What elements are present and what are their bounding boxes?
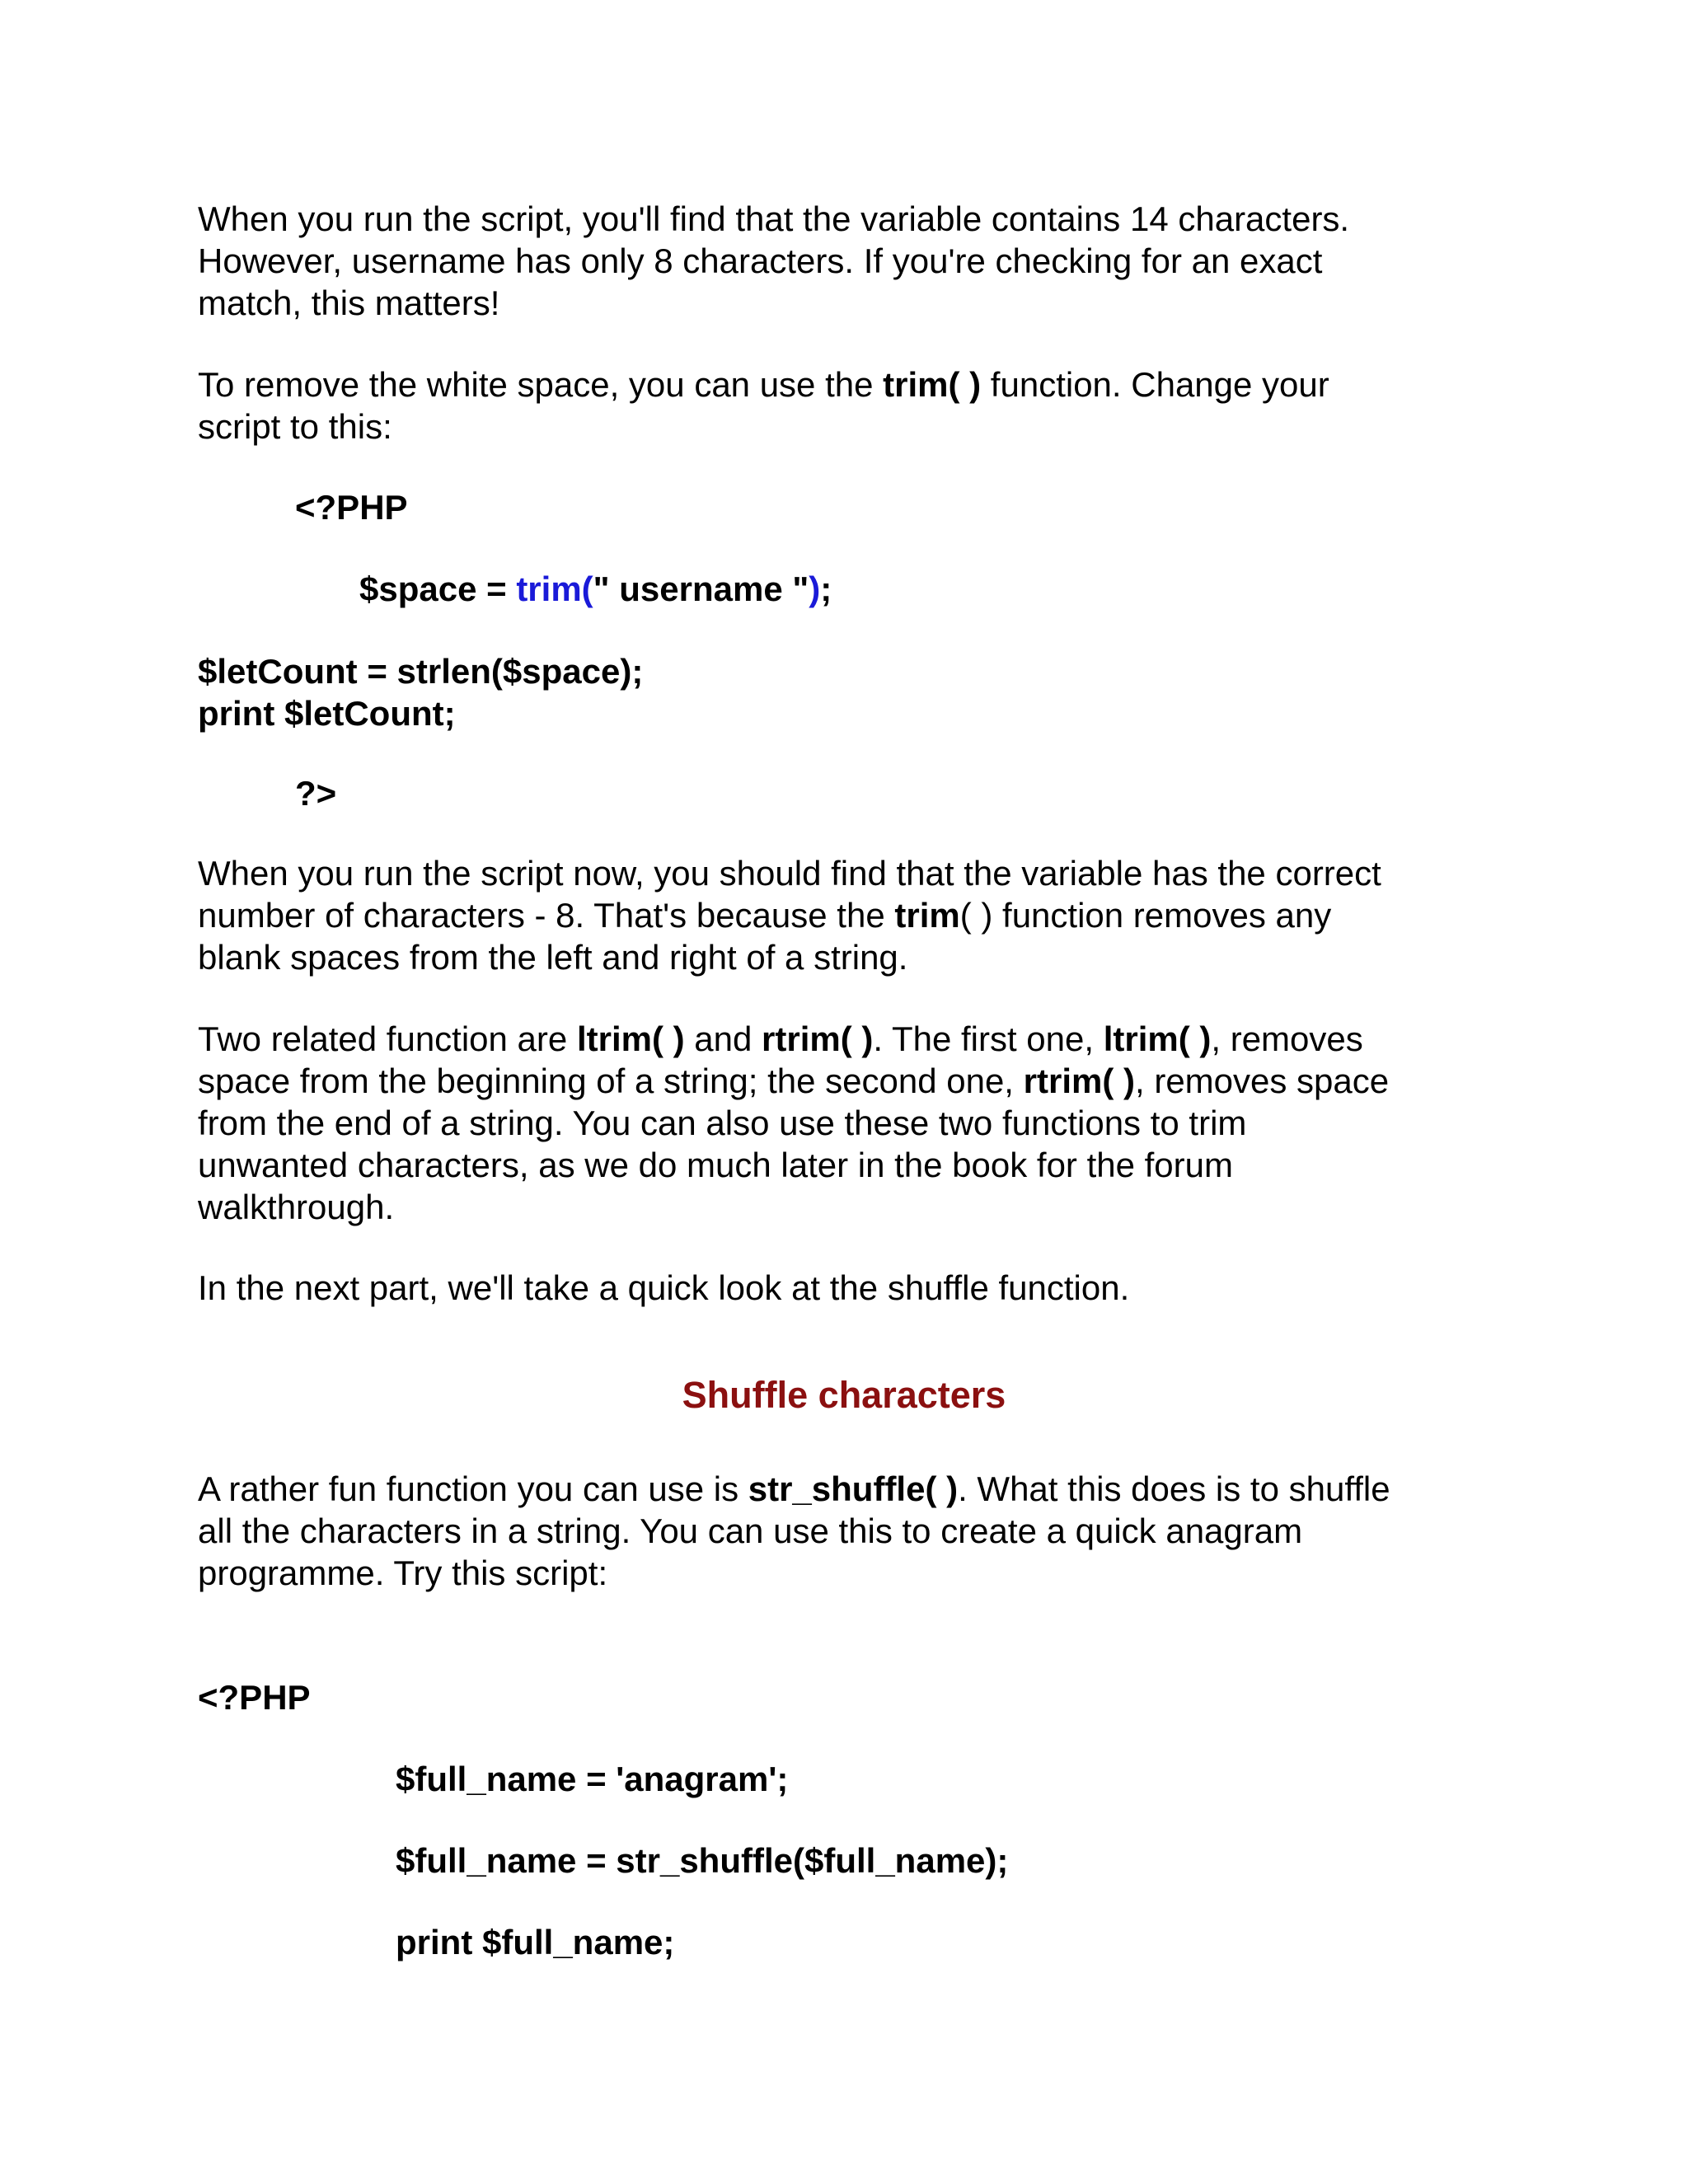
code-var: $space = bbox=[359, 569, 517, 608]
paragraph-line: from the end of a string. You can also use these two functions to trim bbox=[198, 1104, 1247, 1142]
text-run: function. Change your bbox=[981, 365, 1329, 404]
code-line: print $letCount; bbox=[198, 694, 456, 733]
text-run: and bbox=[684, 1019, 762, 1058]
code-space-line bbox=[359, 568, 1662, 610]
inline-code-rtrim: rtrim( ) bbox=[762, 1019, 874, 1058]
inline-code-rtrim: rtrim( ) bbox=[1023, 1062, 1135, 1100]
code-close-tag: ?> bbox=[295, 774, 337, 813]
text-run: space from the beginning of a string; the second one, bbox=[198, 1062, 1024, 1100]
inline-code-trim: trim( ) bbox=[883, 365, 982, 404]
paragraph-ltrim-rtrim bbox=[198, 1018, 1500, 1228]
paragraph-line: walkthrough. bbox=[198, 1188, 395, 1226]
paragraph-trim-result bbox=[198, 852, 1500, 978]
inline-code-ltrim: ltrim( ) bbox=[576, 1019, 685, 1058]
paragraph-shuffle-intro bbox=[198, 1468, 1500, 1594]
paragraph-line: blank spaces from the left and right of a string. bbox=[198, 938, 908, 977]
paragraph-line: When you run the script, you'll find that the variable contains 14 characters. bbox=[198, 199, 1350, 238]
code-letcount-block bbox=[198, 650, 1500, 734]
paragraph-line: all the characters in a string. You can use this to create a quick anagram bbox=[198, 1511, 1303, 1550]
text-run: . The first one, bbox=[873, 1019, 1104, 1058]
code-open-tag: <?PHP bbox=[198, 1678, 311, 1717]
paragraph-line: script to this: bbox=[198, 407, 392, 446]
text-run: To remove the white space, you can use the bbox=[198, 365, 884, 404]
inline-code-str-shuffle: str_shuffle( ) bbox=[748, 1469, 959, 1508]
text-run: number of characters - 8. That's because the bbox=[198, 896, 895, 935]
code-shuffle-line: $full_name = str_shuffle($full_name); bbox=[396, 1841, 1009, 1880]
paragraph-line: match, this matters! bbox=[198, 284, 500, 322]
paragraph-line: When you run the script now, you should find that the variable has the correct bbox=[198, 854, 1381, 893]
code-assign-line: $full_name = 'anagram'; bbox=[396, 1760, 789, 1798]
section-heading: Shuffle characters bbox=[682, 1374, 1006, 1416]
inline-code-ltrim: ltrim( ) bbox=[1103, 1019, 1212, 1058]
paragraph-next-part: In the next part, we'll take a quick look at the shuffle function. bbox=[198, 1268, 1130, 1307]
paragraph-line: programme. Try this script: bbox=[198, 1554, 608, 1592]
paragraph-trim-intro bbox=[198, 363, 1500, 448]
code-semicolon: ; bbox=[820, 569, 832, 608]
code-line: $letCount = strlen($space); bbox=[198, 652, 644, 691]
text-run: Two related function are bbox=[198, 1019, 577, 1058]
code-func: trim( bbox=[516, 569, 593, 608]
paragraph-intro bbox=[198, 198, 1500, 324]
code-paren: ) bbox=[809, 569, 821, 608]
text-run: . What this does is to shuffle bbox=[958, 1469, 1390, 1508]
text-run: , removes bbox=[1211, 1019, 1363, 1058]
paragraph-line: However, username has only 8 characters. If you're checking for an exact bbox=[198, 241, 1323, 280]
code-arg: " username " bbox=[593, 569, 809, 608]
code-open-tag: <?PHP bbox=[295, 488, 408, 527]
text-run: ( ) function removes any bbox=[959, 896, 1332, 935]
text-run: A rather fun function you can use is bbox=[198, 1469, 748, 1508]
inline-code-trim: trim bbox=[894, 896, 960, 935]
paragraph-line: unwanted characters, as we do much later in the book for the forum bbox=[198, 1146, 1234, 1184]
code-print-line: print $full_name; bbox=[396, 1923, 675, 1961]
text-run: , removes space bbox=[1135, 1062, 1390, 1100]
